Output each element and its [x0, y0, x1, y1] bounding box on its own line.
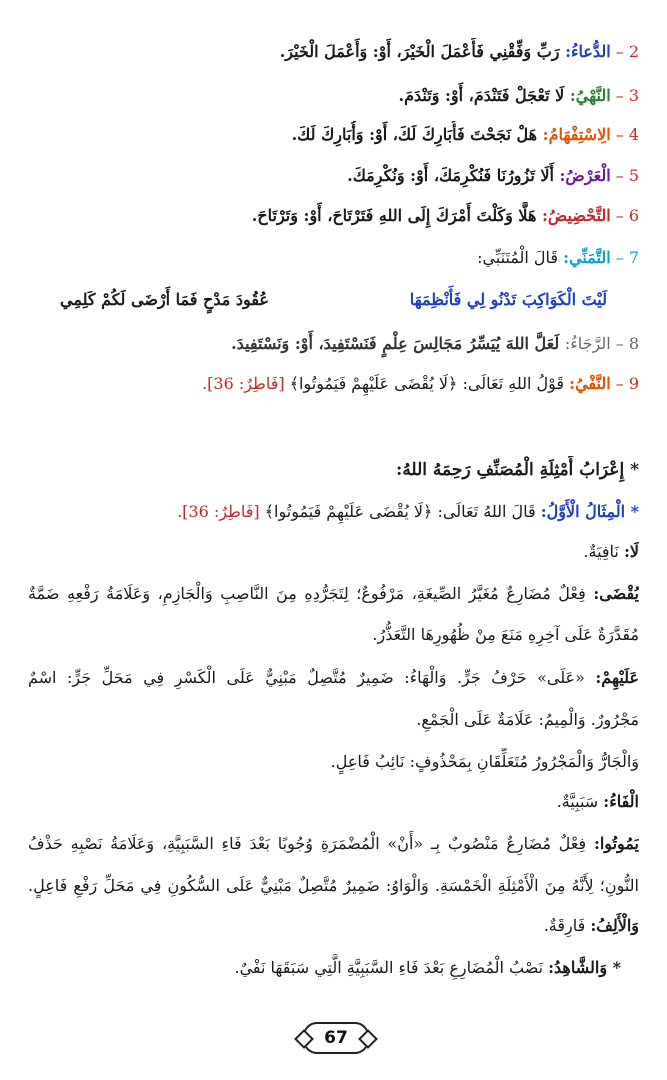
irab-heading: * إِعْرَابُ أَمْثِلَةِ الْمُصَنِّفِ رَحِمَهُ اللهُ:	[396, 460, 639, 480]
item-label: الدُّعاءُ:	[565, 42, 611, 61]
irab-explanation: فِعْلٌ مُضَارِعٌ مُغَيَّرُ الصِّيغَةِ، مَرْفُوعٌ؛ لِتَجَرُّدِهِ مِنَ النَّاصِبِ وَالْجَازِمِ، وَعَلَامَةُ رَفْعِهِ ضَمَّةٌ	[28, 584, 594, 603]
irab-term: وَالْأَلِفُ:	[590, 916, 639, 935]
item-label: الِاسْتِفْهَامُ:	[542, 125, 611, 144]
item-number: 2 –	[610, 42, 639, 61]
irab-explanation: «عَلَى» حَرْفُ جَرٍّ. وَالْهَاءُ: ضَمِيرٌ مُتَّصِلٌ مَبْنِيٌّ عَلَى الْكَسْرِ فِي مَحَلِّ جَرٍّ: اسْمٌ	[28, 668, 596, 687]
irab-explanation: سَبَبِيَّةٌ.	[556, 792, 604, 811]
item-label: التَّحْضِيضُ:	[541, 206, 611, 225]
irab-alayhim-line1	[28, 664, 639, 692]
item-label: النَّهْيُ:	[569, 86, 611, 105]
quran-reference: [فَاطِرٌ: 36].	[177, 502, 260, 521]
item-text: أَلَا تَزُورُنَا فَنُكْرِمَكَ، أَوْ: وَنُكْرِمَكَ.	[347, 166, 560, 185]
poem-hemistich-left: عُقُودَ مَدْحٍ فَمَا أَرْضَى لَكُمْ كَلِمِي	[60, 290, 269, 309]
item-text: لَعَلَّ اللهَ يُيَسِّرُ مَجَالِسَ عِلْمٍ فَنَسْتَفِيدَ، أَوْ: وَنَسْتَفِيدَ.	[231, 334, 565, 353]
irab-yuqda-line1	[28, 580, 639, 608]
example-item-nafy	[28, 370, 639, 398]
item-number: 5 –	[610, 166, 639, 185]
example-item-tamanni	[28, 244, 639, 272]
irab-term: يَمُوتُوا:	[593, 834, 639, 853]
example-item-ard	[28, 162, 639, 190]
item-label: الْعَرْضُ:	[559, 166, 611, 185]
example-item-nahy	[28, 82, 639, 110]
example-item-dua	[28, 38, 639, 66]
first-example-label: * الْمِثَالُ الْأَوَّلُ:	[540, 502, 639, 521]
example-item-istifham	[28, 121, 639, 149]
poem-verse	[60, 286, 607, 314]
irab-term: عَلَيْهِمْ:	[595, 668, 639, 687]
irab-explanation: نَافِيَةٌ.	[583, 542, 624, 561]
irab-term: * وَالشَّاهِدُ:	[548, 958, 621, 977]
item-number: 6 –	[610, 206, 639, 225]
item-number: 3 –	[610, 86, 639, 105]
item-number: 8 –	[610, 334, 639, 353]
irab-la	[28, 538, 639, 566]
irab-alayhim-line2: مَجْرُورٌ. وَالْمِيمُ: عَلَامَةٌ عَلَى الْجَمْعِ.	[416, 710, 639, 729]
item-text: هَلْ نَجَحْتَ فَأُبَارِكَ لَكَ، أَوْ: وَأُبَارِكَ لَكَ.	[291, 125, 543, 144]
item-number: 4 –	[610, 125, 639, 144]
irab-yamutu-line2: النُّونِ؛ لِأَنَّهُ مِنَ الْأَمْثِلَةِ الْخَمْسَةِ. وَالْوَاوُ: ضَمِيرٌ مُتَّصِلٌ مَبْنِيٌّ عَلَى السُّكُونِ فِي مَحَلِّ رَفْعِ فَاعِلٍ.	[28, 876, 639, 895]
irab-explanation: نَصْبُ الْمُضَارِعِ بَعْدَ فَاءِ السَّبَبِيَّةِ الَّتِي سَبَقَهَا نَفْيٌ.	[234, 958, 549, 977]
item-label: الرَّجَاءُ:	[564, 334, 611, 353]
irab-explanation: فِعْلٌ مُضَارِعٌ مَنْصُوبٌ بِـ «أَنْ» الْمُضْمَرَةِ وُجُوبًا بَعْدَ فَاءِ السَّبَبِيَّةِ، وَعَلَامَةُ نَصْبِهِ حَذْفُ	[28, 834, 594, 853]
quran-reference: [فَاطِرٌ: 36].	[202, 374, 285, 393]
first-example-text: قَالَ اللهُ تَعَالَى: ﴿لَا يُقْضَى عَلَيْهِمْ فَيَمُوتُوا﴾	[259, 502, 541, 521]
irab-yuqda-line2: مُقَدَّرَةٌ عَلَى آخِرِهِ مَنَعَ مِنْ ظُهُورِهَا التَّعَذُّرُ.	[372, 625, 639, 644]
irab-term: يُقْضَى:	[593, 584, 639, 603]
item-number: 7 –	[610, 248, 639, 267]
irab-jar-line: وَالْجَارُّ وَالْمَجْرُورُ مُتَعَلِّقَانِ بِمَحْذُوفٍ: نَائِبُ فَاعِلٍ.	[330, 752, 639, 771]
item-text: قَالَ الْمُتَنَبِّي:	[477, 248, 564, 267]
item-number: 9 –	[610, 374, 639, 393]
item-label: النَّفْيُ:	[569, 374, 611, 393]
example-item-raja	[28, 330, 639, 358]
irab-explanation: فَارِقَةٌ.	[543, 916, 591, 935]
irab-first-example	[28, 498, 639, 526]
irab-alif	[28, 912, 639, 940]
item-text: لَا تَعْجَلْ فَتَنْدَمَ، أَوْ: وَتَنْدَمَ.	[398, 86, 570, 105]
irab-fa	[28, 788, 639, 816]
irab-term: الْفَاءُ:	[603, 792, 639, 811]
irab-yamutu-line1	[28, 830, 639, 858]
item-text: رَبِّ وَفِّقْنِي فَأَعْمَلَ الْخَيْرَ، أَوْ: وَأَعْمَلَ الْخَيْرَ.	[279, 42, 566, 61]
example-item-tahdid	[28, 202, 639, 230]
irab-shahid	[28, 954, 621, 982]
irab-term: لَا:	[623, 542, 639, 561]
page-number: 67	[324, 1028, 348, 1048]
poem-hemistich-right: لَيْتَ الْكَوَاكِبَ تَدْنُو لِي فَأَنْظِمَهَا	[409, 290, 607, 309]
page-number-badge	[303, 1022, 369, 1054]
item-text: هَلَّا وَكَلْتَ أَمْرَكَ إِلَى اللهِ فَتَرْتَاحَ، أَوْ: وَتَرْتَاحَ.	[251, 206, 542, 225]
item-label: التَّمَنِّي:	[563, 248, 611, 267]
item-text: قَوْلُ اللهِ تَعَالَى: ﴿لَا يُقْضَى عَلَيْهِمْ فَيَمُوتُوا﴾	[284, 374, 570, 393]
